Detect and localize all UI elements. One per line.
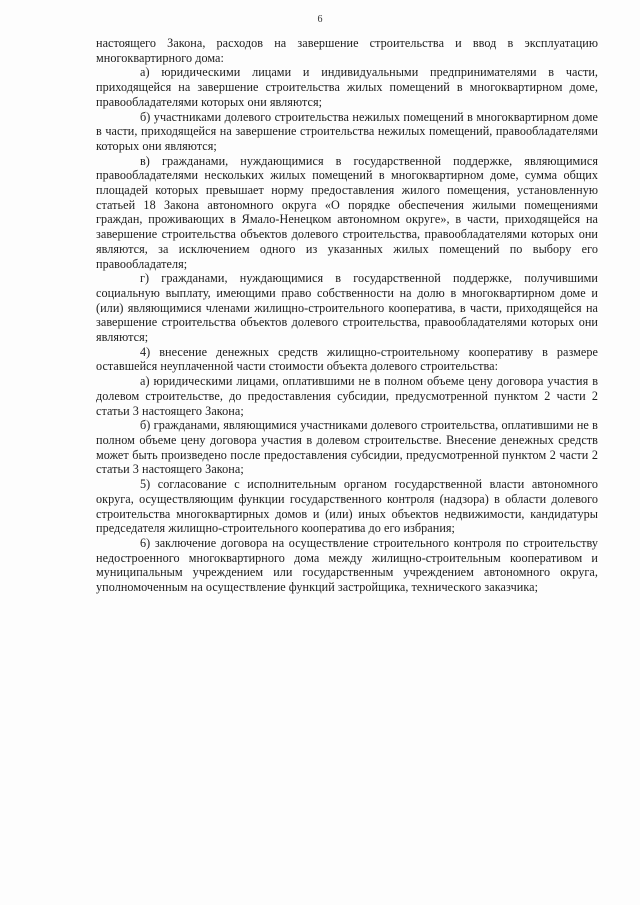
paragraph-3v-citizens-multiple-premises: в) гражданами, нуждающимися в государственной поддержке, являющимися правообладателями нескольких жилых помещений в многоквартирном доме, сумма общих площадей которых превышает норму предоставления жилого помещения, установленную статьей 18 Закона автономного округа «О порядке обеспечения жилыми помещениями граждан, проживающих в Ямало-Ненецком автономном округе», в части, приходящейся на завершение строительства объектов долевого строительства, правообладателями которых они являются, за исключением одного из указанных жилых помещений по выбору его правообладателя; bbox=[96, 153, 598, 271]
paragraph-6-construction-control: 6) заключение договора на осуществление строительного контроля по строительству недостроенного многоквартирного дома между жилищно-строительным кооперативом и муниципальным учреждением или государственным учреждением автономного округа, уполномоченным на осуществление функций застройщика, технического заказчика; bbox=[96, 535, 598, 595]
page-number: 6 bbox=[317, 14, 323, 25]
paragraph-5-chairman-approval: 5) согласование с исполнительным органом государственной власти автономного округа, осуществляющим функции государственного контроля (надзора) в области долевого строительства многоквартирных домов и (или) иных объектов недвижимости, кандидатуры председателя жилищно-строительного кооператива до его избрания; bbox=[96, 477, 598, 536]
document-body bbox=[96, 36, 598, 595]
paragraph-3a-legal-entities: а) юридическими лицами и индивидуальными предпринимателями в части, приходящейся на завершение строительства жилых помещений в многоквартирном доме, правообладателями которых они являются; bbox=[96, 65, 598, 109]
paragraph-4a-legal-entities: а) юридическими лицами, оплатившими не в полном объеме цену договора участия в долевом строительстве, до предоставления субсидии, предусмотренной пунктом 2 части 2 статьи 3 настоящего Закона; bbox=[96, 374, 598, 418]
paragraph-intro-continuation: настоящего Закона, расходов на завершение строительства и ввод в эксплуатацию многоквартирного дома: bbox=[96, 36, 598, 65]
paragraph-4b-citizens: б) гражданами, являющимися участниками долевого строительства, оплатившими не в полном объеме цену договора участия в долевом строительстве. Внесение денежных средств может быть произведено после предоставления субсидии, предусмотренной пунктом 2 части 2 статьи 3 настоящего Закона; bbox=[96, 418, 598, 477]
paragraph-4-cooperative-funds: 4) внесение денежных средств жилищно-строительному кооперативу в размере оставшейся неуплаченной части стоимости объекта долевого строительства: bbox=[96, 344, 598, 374]
paragraph-3b-equity-participants: б) участниками долевого строительства нежилых помещений в многоквартирном доме в части, приходящейся на завершение строительства нежилых помещений, правообладателями которых они являются; bbox=[96, 109, 598, 153]
paragraph-3g-citizens-social-payment: г) гражданами, нуждающимися в государственной поддержке, получившими социальную выплату, имеющими право собственности на долю в многоквартирном доме и (или) являющимися членами жилищно-строительного кооператива, в части, приходящейся на завершение строительства объектов долевого строительства, правообладателями которых они являются; bbox=[96, 271, 598, 345]
